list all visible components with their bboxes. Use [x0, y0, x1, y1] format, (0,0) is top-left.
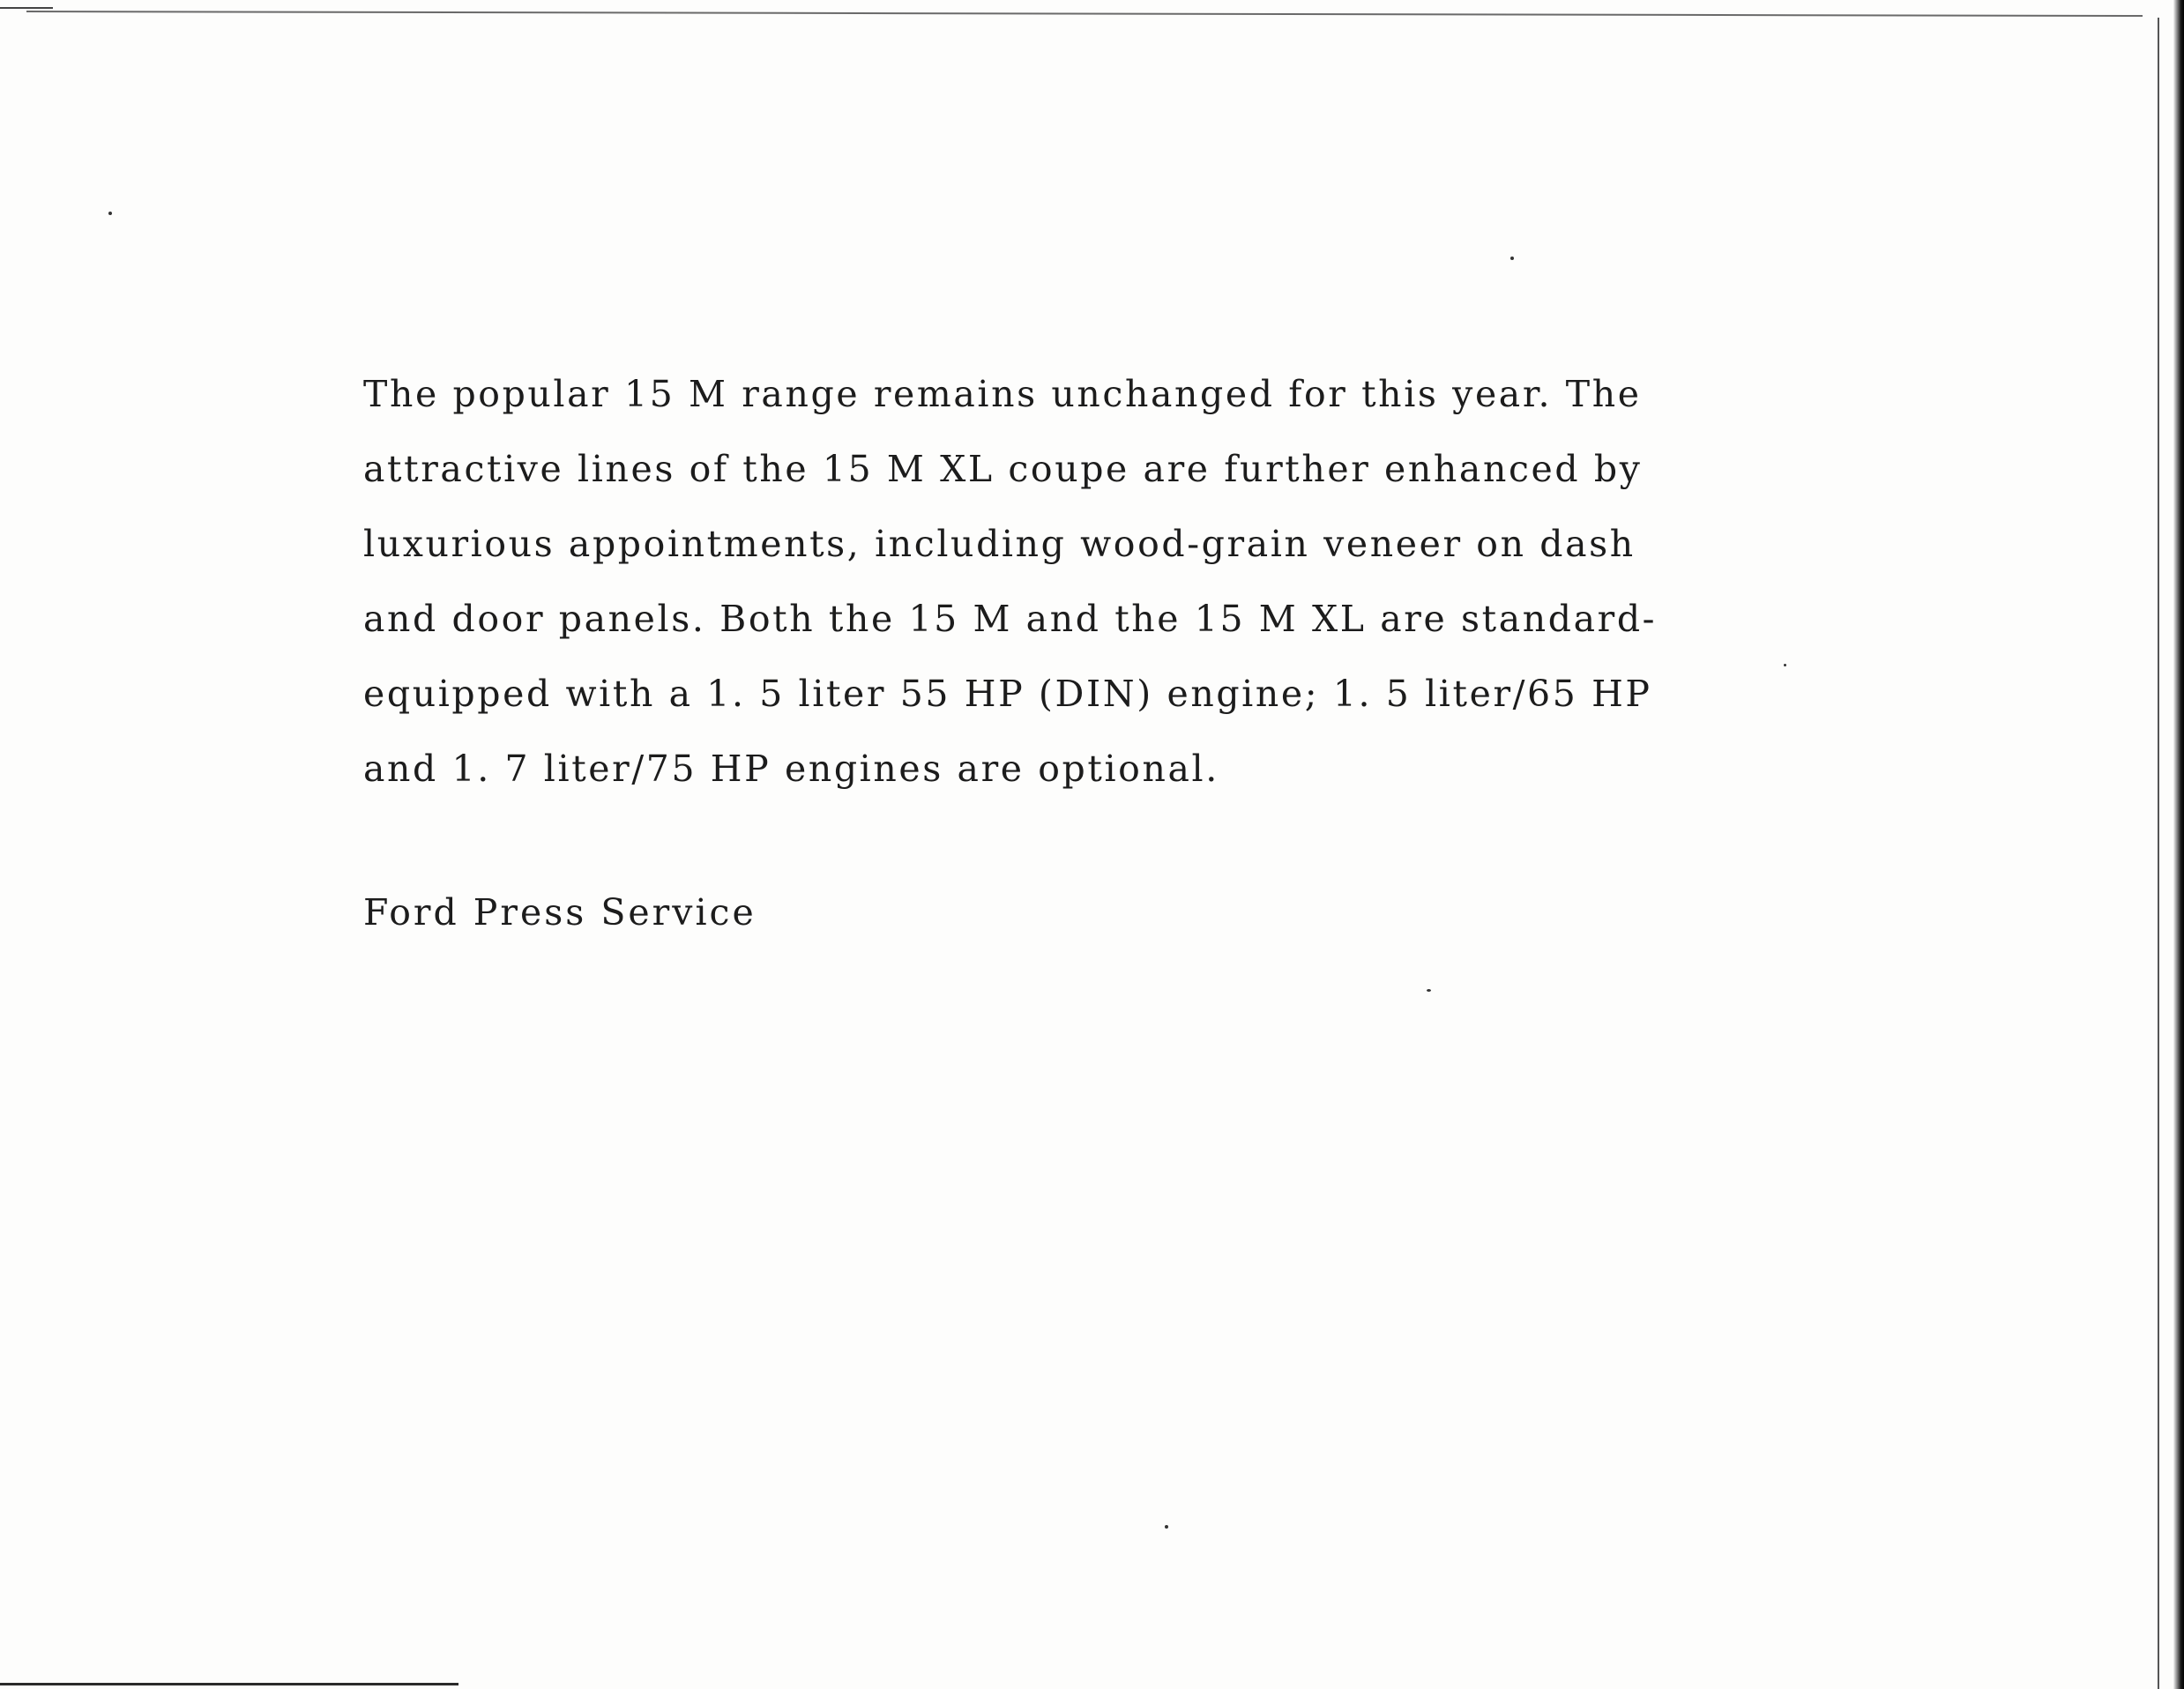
page-edge-right [2158, 18, 2159, 1689]
signature-line: Ford Press Service [363, 891, 757, 934]
paragraph-line: The popular 15 M range remains unchanged for this year. The [363, 373, 1642, 415]
paragraph-line: equipped with a 1. 5 liter 55 HP (DIN) engine; 1. 5 liter/65 HP [363, 673, 1652, 715]
scan-speck [1165, 1525, 1168, 1529]
paragraph-line: and 1. 7 liter/75 HP engines are optional. [363, 748, 1219, 790]
page-edge-top-left [0, 7, 53, 9]
paragraph-line: and door panels. Both the 15 M and the 15 M XL are standard- [363, 598, 1658, 640]
press-release-paragraph [363, 357, 1792, 807]
scan-speck [1510, 257, 1514, 260]
scan-speck [1427, 989, 1431, 992]
paragraph-line: attractive lines of the 15 M XL coupe are further enhanced by [363, 448, 1643, 490]
scan-speck [108, 212, 112, 215]
paragraph-line: luxurious appointments, including wood-grain veneer on dash [363, 523, 1636, 565]
page-edge-bottom [0, 1683, 458, 1685]
page-edge-top [26, 11, 2143, 17]
scan-shadow-right [2173, 0, 2184, 1689]
